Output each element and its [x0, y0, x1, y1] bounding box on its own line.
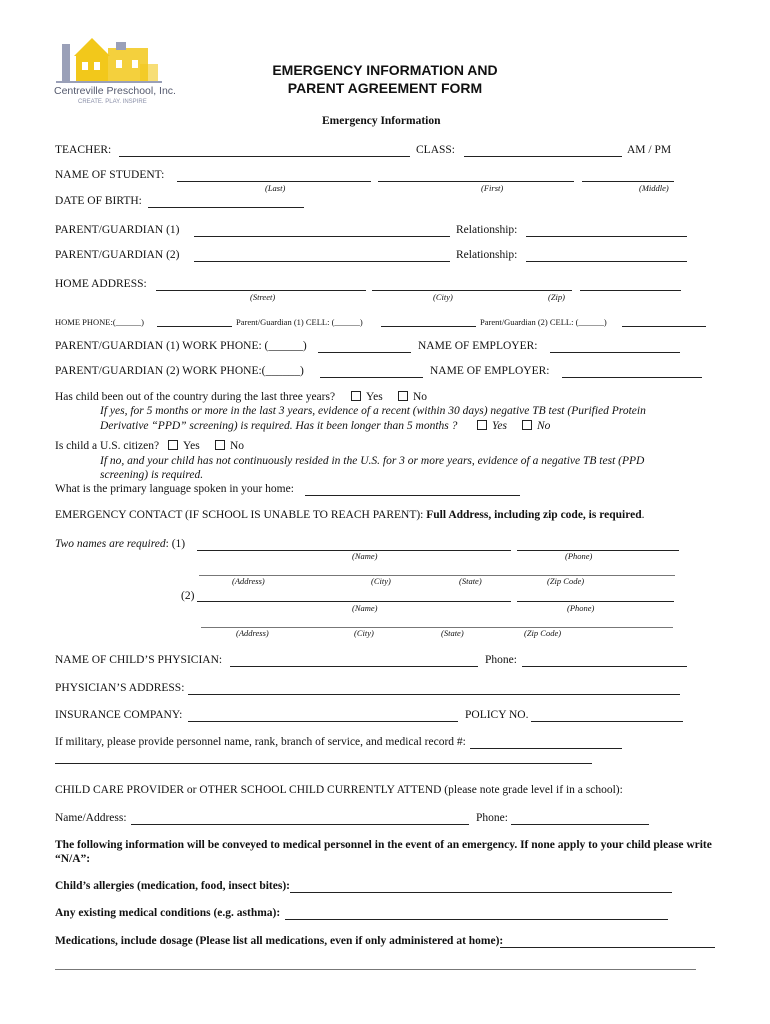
logo: [52, 34, 176, 110]
physician-label: NAME OF CHILD’S PHYSICIAN:: [55, 654, 223, 666]
parent-2-cell-label: Parent/Guardian (2) CELL: (______): [480, 317, 607, 327]
parent-2-relationship-label: Relationship:: [456, 249, 518, 261]
logo-shape: [82, 62, 88, 70]
am-pm-option[interactable]: AM / PM: [627, 144, 672, 156]
parent-1-cell-field[interactable]: [381, 326, 476, 327]
medications-field-continued[interactable]: [55, 969, 696, 970]
childcare-name-address-label: Name/Address:: [55, 812, 127, 824]
childcare-phone-label: Phone:: [476, 812, 508, 824]
childcare-phone-field[interactable]: [511, 824, 649, 825]
citizen-note: If no, and your child has not continuously resided in the U.S. for 3 or more years, evidence of a negative TB test (PPD: [100, 455, 645, 467]
contact-2-label: (2): [181, 590, 195, 602]
first-caption: (First): [481, 183, 504, 193]
military-field-continued[interactable]: [55, 763, 592, 764]
logo-shape: [140, 64, 158, 82]
street-caption: (Street): [250, 292, 276, 302]
medications-label: Medications, include dosage (Please list all medications, even if only administered at home):: [55, 935, 504, 947]
physician-address-label: PHYSICIAN’S ADDRESS:: [55, 682, 185, 694]
logo-shape: [62, 44, 70, 82]
parent-2-employer-label: NAME OF EMPLOYER:: [430, 365, 550, 377]
teacher-label: TEACHER:: [55, 144, 112, 156]
student-first-field[interactable]: [378, 181, 574, 182]
home-phone-label: HOME PHONE:(______): [55, 317, 145, 327]
zip-field[interactable]: [580, 290, 681, 291]
policy-field[interactable]: [531, 721, 683, 722]
logo-name: Centreville Preschool, Inc.: [54, 85, 176, 97]
street-field[interactable]: [156, 290, 366, 291]
contact-1-address-caption: (Address): [232, 576, 265, 586]
tb-over-5-months-yes-checkbox[interactable]: [477, 420, 487, 430]
language-label: What is the primary language spoken in your home:: [55, 483, 294, 495]
emergency-contact-requirement: Full Address, including zip code, is required: [426, 509, 642, 521]
tb-over-5-months-no-checkbox[interactable]: [522, 420, 532, 430]
parent-1-field[interactable]: [194, 236, 450, 237]
form-title: [235, 61, 535, 97]
home-phone-field[interactable]: [157, 326, 232, 327]
logo-shape: [94, 62, 100, 70]
logo-shape: [56, 81, 162, 83]
tb-note: If yes, for 5 months or more in the last 3 years, evidence of a recent (within 30 days) negative TB test (Purified Protein: [100, 405, 646, 417]
logo-tagline: CREATE. PLAY. INSPIRE: [78, 99, 147, 105]
two-names-text: Two names are required: [55, 538, 166, 550]
contact-2-phone-field[interactable]: [517, 601, 674, 602]
out-of-country-no-checkbox[interactable]: [398, 391, 408, 401]
allergies-label: Child’s allergies (medication, food, insect bites):: [55, 880, 290, 892]
zip-caption: (Zip): [548, 292, 565, 302]
home-address-label: HOME ADDRESS:: [55, 278, 147, 290]
logo-shape: [116, 42, 126, 50]
dob-label: DATE OF BIRTH:: [55, 195, 142, 207]
parent-2-work-phone-label: PARENT/GUARDIAN (2) WORK PHONE:(______): [55, 365, 304, 377]
parent-1-employer-field[interactable]: [550, 352, 680, 353]
logo-shape: [74, 38, 110, 56]
contact-2-city-caption: (City): [354, 628, 374, 638]
out-of-country-yes-label: Yes: [366, 391, 383, 403]
citizen-question: Is child a U.S. citizen?: [55, 440, 160, 452]
contact-1-state-caption: (State): [459, 576, 482, 586]
childcare-label: CHILD CARE PROVIDER or OTHER SCHOOL CHILD CURRENTLY ATTEND (please note grade level if in a school):: [55, 784, 623, 796]
language-field[interactable]: [305, 495, 520, 496]
city-field[interactable]: [372, 290, 572, 291]
medical-note-line-2: “N/A”:: [55, 853, 91, 865]
contact-1-phone-field[interactable]: [517, 550, 679, 551]
conditions-field[interactable]: [285, 919, 668, 920]
section-subtitle: Emergency Information: [322, 115, 441, 127]
student-name-label: NAME OF STUDENT:: [55, 169, 165, 181]
contact-2-phone-caption: (Phone): [567, 603, 595, 613]
insurance-field[interactable]: [188, 721, 458, 722]
parent-2-employer-field[interactable]: [562, 377, 702, 378]
parent-1-label: PARENT/GUARDIAN (1): [55, 224, 180, 236]
emergency-contact-text: EMERGENCY CONTACT (IF SCHOOL IS UNABLE TO REACH PARENT):: [55, 509, 427, 521]
parent-2-label: PARENT/GUARDIAN (2): [55, 249, 180, 261]
form-title-line-1: EMERGENCY INFORMATION AND: [272, 62, 498, 78]
class-label: CLASS:: [416, 144, 455, 156]
contact-1-city-caption: (City): [371, 576, 391, 586]
contact-2-name-caption: (Name): [352, 603, 378, 613]
military-field[interactable]: [470, 748, 622, 749]
citizen-yes-checkbox[interactable]: [168, 440, 178, 450]
physician-phone-field[interactable]: [522, 666, 687, 667]
contact-2-state-caption: (State): [441, 628, 464, 638]
two-names-label: Two names are required: (1): [55, 538, 186, 550]
parent-1-cell-label: Parent/Guardian (1) CELL: (______): [236, 317, 363, 327]
contact-2-address-caption: (Address): [236, 628, 269, 638]
citizen-no-label: No: [230, 440, 245, 452]
contact-1-phone-caption: (Phone): [565, 551, 593, 561]
parent-1-relationship-label: Relationship:: [456, 224, 518, 236]
out-of-country-no-label: No: [413, 391, 428, 403]
allergies-field[interactable]: [290, 892, 672, 893]
tb-note-line-2: Derivative “PPD” screening) is required. Has it been longer than 5 months ?: [100, 420, 458, 432]
citizen-no-checkbox[interactable]: [215, 440, 225, 450]
citizen-note-line-2: screening) is required.: [100, 469, 204, 481]
last-caption: (Last): [265, 183, 286, 193]
city-caption: (City): [433, 292, 453, 302]
student-middle-field[interactable]: [582, 181, 674, 182]
physician-field[interactable]: [230, 666, 478, 667]
military-label: If military, please provide personnel name, rank, branch of service, and medical record #:: [55, 736, 466, 748]
insurance-label: INSURANCE COMPANY:: [55, 709, 183, 721]
conditions-label: Any existing medical conditions (e.g. asthma):: [55, 907, 281, 919]
parent-1-employer-label: NAME OF EMPLOYER:: [418, 340, 538, 352]
policy-label: POLICY NO.: [465, 709, 529, 721]
parent-1-relationship-field[interactable]: [526, 236, 687, 237]
medical-note: The following information will be conveyed to medical personnel in the event of an emergency. If none apply to your child please write: [55, 839, 712, 851]
physician-phone-label: Phone:: [485, 654, 517, 666]
medications-field[interactable]: [500, 947, 715, 948]
dob-field[interactable]: [148, 207, 304, 208]
parent-2-field[interactable]: [194, 261, 450, 262]
logo-shape: [116, 60, 122, 68]
tb-over-5-months-yes-label: Yes: [492, 420, 507, 432]
contact-2-address-field[interactable]: [201, 627, 673, 628]
out-of-country-yes-checkbox[interactable]: [351, 391, 361, 401]
parent-2-work-phone-field[interactable]: [320, 377, 423, 378]
contact-1-zip-caption: (Zip Code): [547, 576, 585, 586]
logo-shape: [132, 60, 138, 68]
childcare-name-address-field[interactable]: [131, 824, 469, 825]
physician-address-field[interactable]: [188, 694, 680, 695]
contact-2-name-field[interactable]: [197, 601, 511, 602]
class-field[interactable]: [464, 156, 622, 157]
parent-2-cell-field[interactable]: [622, 326, 706, 327]
tb-over-5-months-no-label: No: [537, 420, 551, 432]
parent-1-work-phone-field[interactable]: [318, 352, 411, 353]
middle-caption: (Middle): [639, 183, 669, 193]
teacher-field[interactable]: [119, 156, 410, 157]
emergency-contact-heading: EMERGENCY CONTACT (IF SCHOOL IS UNABLE TO REACH PARENT): Full Address, including zip code, is required.: [55, 509, 645, 521]
student-last-field[interactable]: [177, 181, 371, 182]
contact-1-address-field[interactable]: [199, 575, 675, 576]
contact-2-zip-caption: (Zip Code): [524, 628, 562, 638]
citizen-yes-label: Yes: [183, 440, 200, 452]
out-of-country-question: Has child been out of the country during the last three years?: [55, 391, 336, 403]
contact-1-name-caption: (Name): [352, 551, 378, 561]
logo-shape: [76, 54, 108, 82]
parent-1-work-phone-label: PARENT/GUARDIAN (1) WORK PHONE: (______): [55, 340, 307, 352]
form-title-line-2: PARENT AGREEMENT FORM: [287, 80, 483, 97]
parent-2-relationship-field[interactable]: [526, 261, 687, 262]
